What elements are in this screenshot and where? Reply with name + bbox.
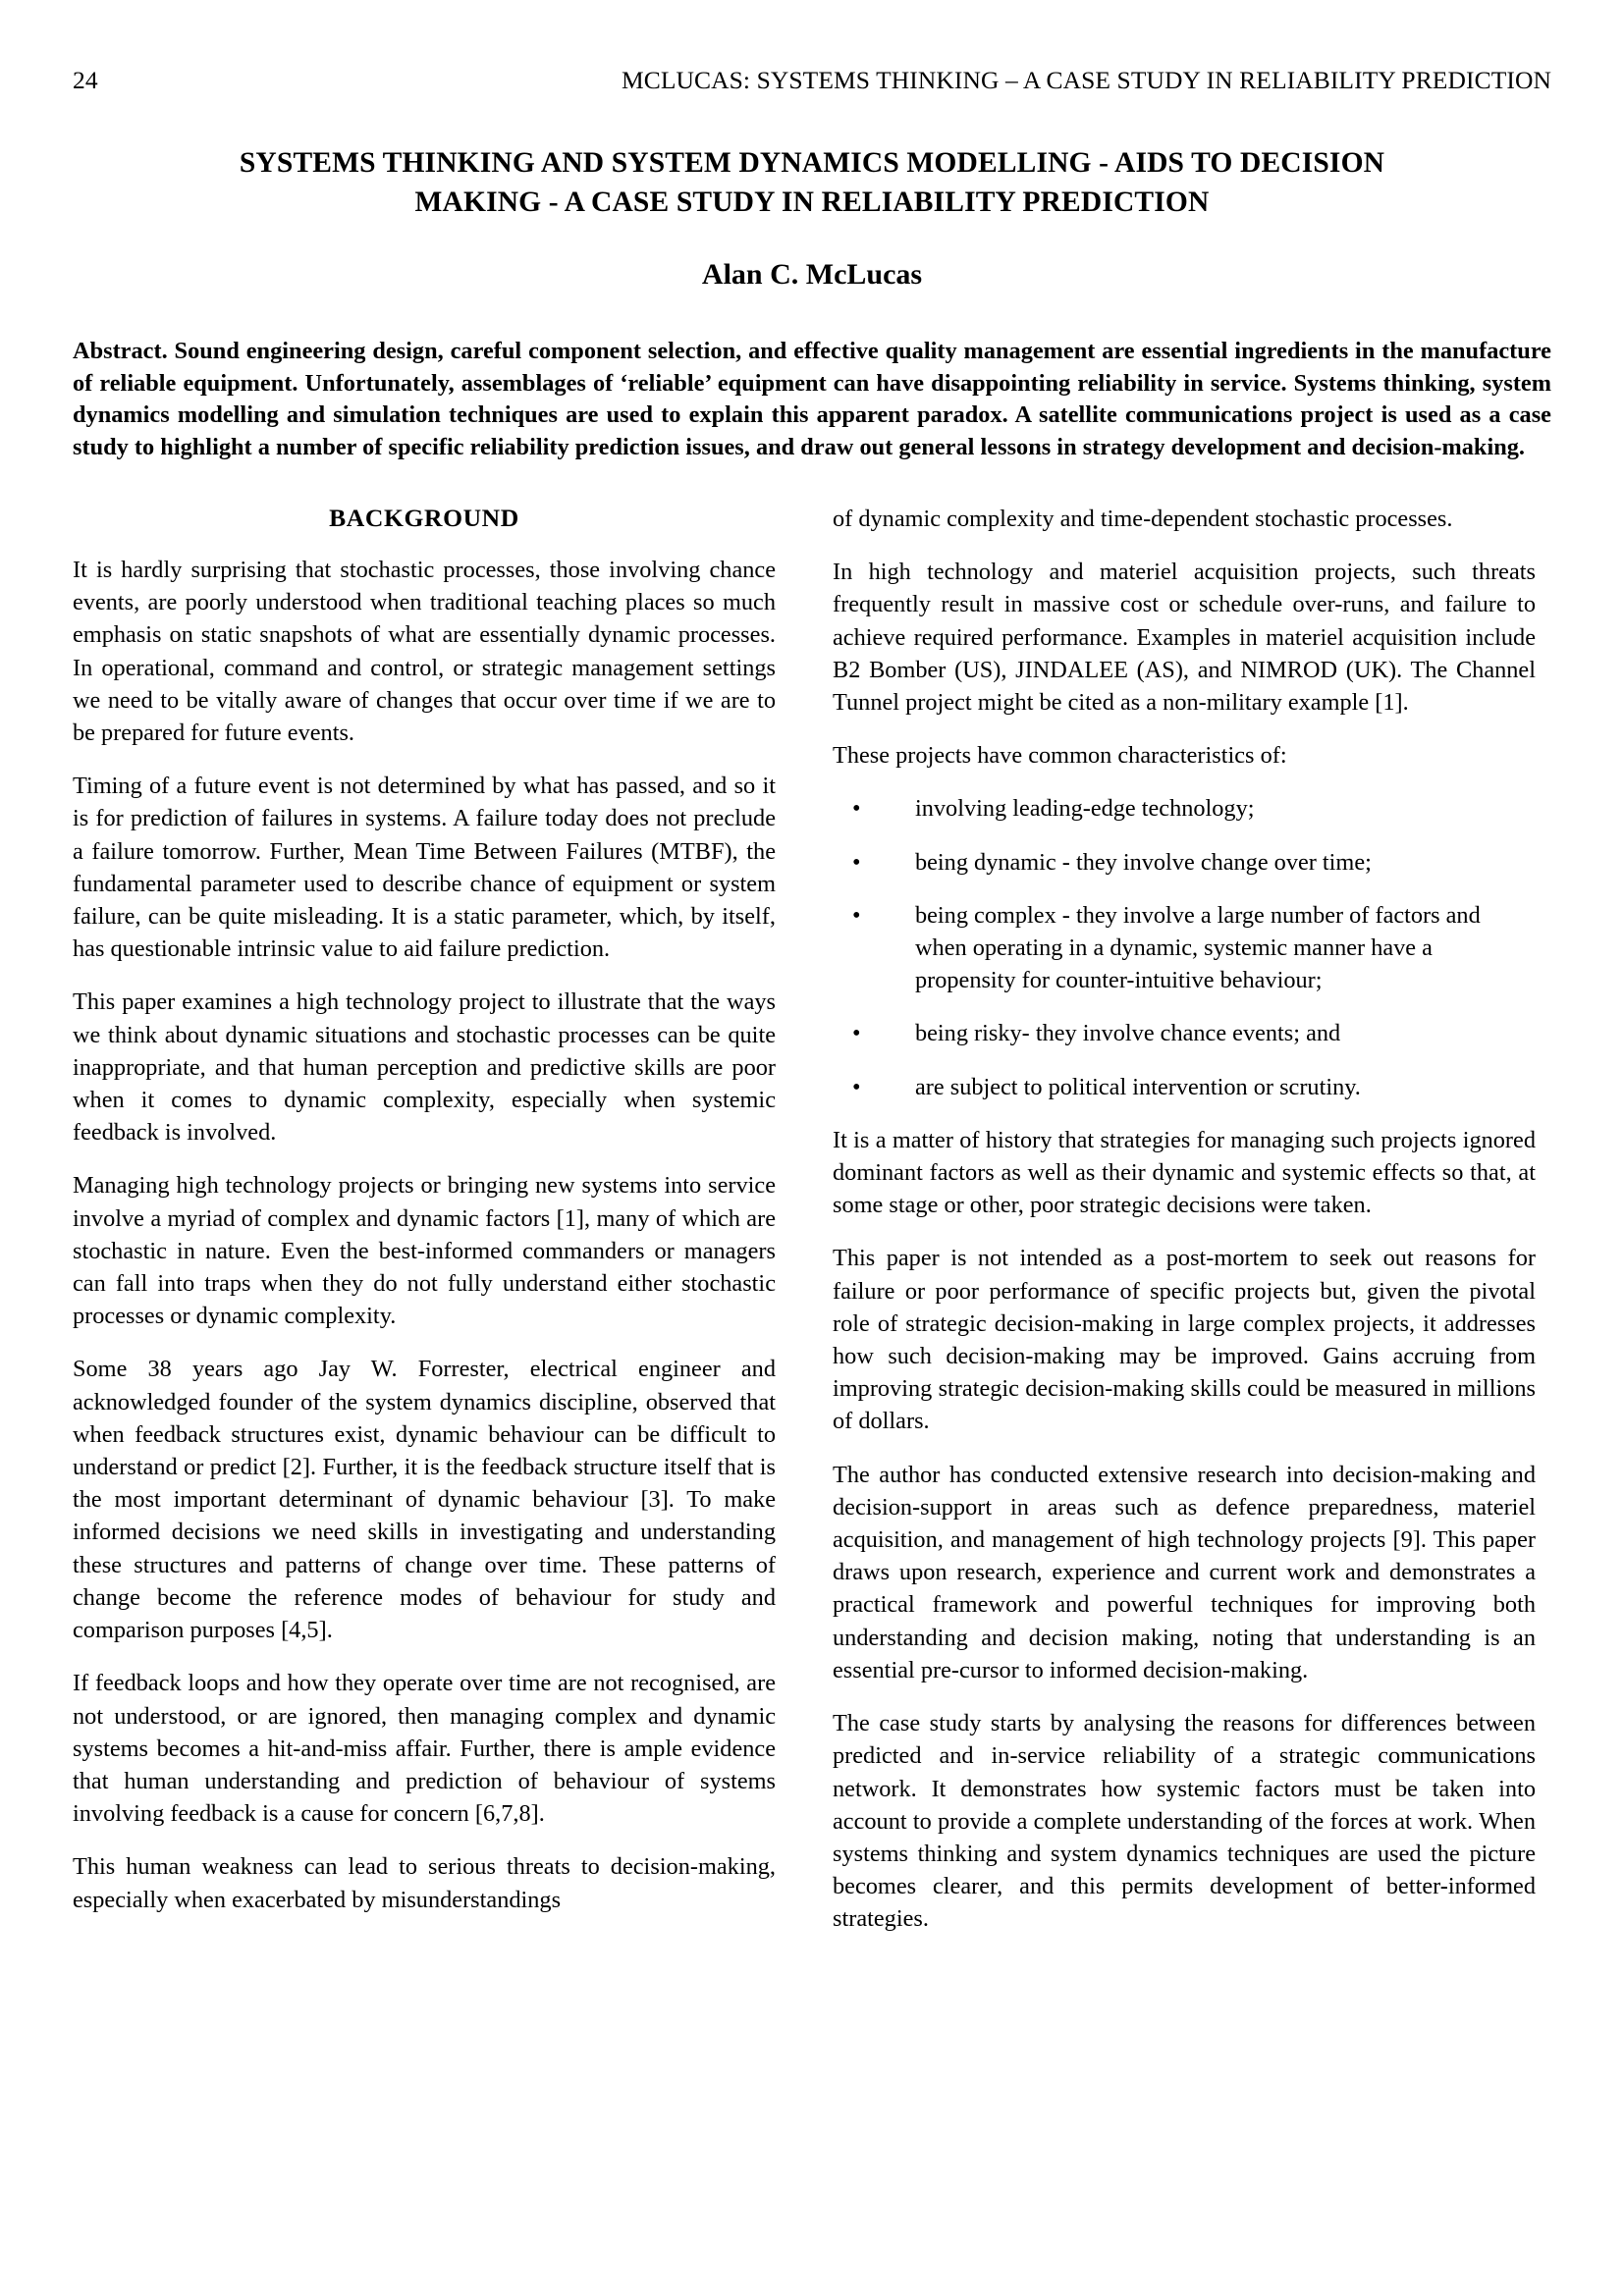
paragraph: of dynamic complexity and time-dependent stochastic processes. <box>833 506 1453 532</box>
page-number: 24 <box>73 66 98 94</box>
bullet-icon: • <box>852 901 861 929</box>
list-item <box>833 846 1536 879</box>
section-heading-background: BACKGROUND <box>329 504 519 532</box>
right-column <box>833 503 1536 1936</box>
paragraph: If feedback loops and how they operate over time are not recognised, are not understood, or are ignored, then managing complex and dynamic systems becomes a hit-and-miss affair. Further, there is ample evidence that human understanding and prediction of behaviour of systems involving feedback is a cause for concern [6,7,8]. <box>73 1670 776 1828</box>
paragraph: It is hardly surprising that stochastic processes, those involving chance events, are poorly understood when traditional teaching places so much emphasis on static snapshots of what are essentially dynamic processes. In operational, command and control, or strategic management settings we need to be vitally aware of changes that occur over time if we are to be prepared for future events. <box>73 557 776 747</box>
list-item <box>833 1017 1536 1049</box>
paragraph: Timing of a future event is not determined by what has passed, and so it is for prediction of failures in systems. A failure today does not preclude a failure tomorrow. Further, Mean Time Between Failures (MTBF), the fundamental parameter used to describe chance of equipment or system failure, can be quite misleading. It is a static parameter, which, by itself, has questionable intrinsic value to aid failure prediction. <box>73 773 776 963</box>
bullet-icon: • <box>852 848 861 876</box>
paragraph: This paper examines a high technology project to illustrate that the ways we think about dynamic situations and stochastic processes can be quite inappropriate, and that human perception and predictive skills are poor when it comes to dynamic complexity, especially when systemic feedback is involved. <box>73 988 776 1147</box>
running-head <box>73 61 1551 106</box>
paragraph: Managing high technology projects or bringing new systems into service involve a myriad of complex and dynamic factors [1], many of which are stochastic in nature. Even the best-informed commanders or managers can fall into traps when they do not fully understand either stochastic processes or dynamic complexity. <box>73 1172 776 1330</box>
bullet-icon: • <box>852 1020 861 1047</box>
list-item-text: being complex - they involve a large number of factors and when operating in a dynamic, systemic manner have a propensity for counter-intuitive behaviour; <box>915 901 1481 994</box>
list-item <box>833 1071 1536 1103</box>
author-name: Alan C. McLucas <box>701 258 923 291</box>
paper-title-line-2: MAKING - A CASE STUDY IN RELIABILITY PREDICTION <box>414 187 1210 218</box>
list-item <box>833 792 1536 825</box>
paragraph: This paper is not intended as a post-mortem to seek out reasons for failure or poor performance of specific projects but, given the pivotal role of strategic decision-making in large complex projects, it addresses how such decision-making may be improved. Gains accruing from improving strategic decision-making skills could be measured in millions of dollars. <box>833 1245 1536 1435</box>
paragraph: This human weakness can lead to serious threats to decision-making, especially when exacerbated by misunderstandings <box>73 1853 776 1913</box>
body-columns <box>73 503 1551 1936</box>
characteristics-list <box>833 792 1536 1102</box>
list-item-text: being dynamic - they involve change over time; <box>915 848 1372 876</box>
paper-title <box>73 143 1551 222</box>
bullet-icon: • <box>852 1073 861 1100</box>
list-item-text: are subject to political intervention or scrutiny. <box>915 1073 1361 1100</box>
paper-title-line-1: SYSTEMS THINKING AND SYSTEM DYNAMICS MODELLING - AIDS TO DECISION <box>239 147 1385 179</box>
paragraph: The author has conducted extensive research into decision-making and decision-support in areas such as defence preparedness, materiel acquisition, and management of high technology projects [9]. This paper draws upon research, experience and current work and demonstrates a practical framework and powerful techniques for improving both understanding and decision making, noting that understanding is an essential pre-cursor to informed decision-making. <box>833 1461 1536 1683</box>
paragraph: In high technology and materiel acquisition projects, such threats frequently result in massive cost or schedule over-runs, and failure to achieve required performance. Examples in materiel acquisition include B2 Bomber (US), JINDALEE (AS), and NIMROD (UK). The Channel Tunnel project might be cited as a non-military example [1]. <box>833 559 1536 717</box>
list-item-text: being risky- they involve chance events; and <box>915 1020 1341 1047</box>
paragraph: It is a matter of history that strategies for managing such projects ignored dominant factors as well as their dynamic and systemic effects so that, at some stage or other, poor strategic decisions were taken. <box>833 1126 1536 1219</box>
list-item <box>833 899 1536 997</box>
abstract: Abstract. Sound engineering design, careful component selection, and effective quality management are essential ingredients in the manufacture of reliable equipment. Unfortunately, assemblages of ‘reliable’ equipment can have disappointing reliability in service. Systems thinking, system dynamics modelling and simulation techniques are used to explain this apparent paradox. A satellite communications project is used as a case study to highlight a number of specific reliability prediction issues, and draw out general lessons in strategy development and decision-making. <box>73 338 1551 460</box>
list-item-text: involving leading-edge technology; <box>915 795 1255 823</box>
bullet-icon: • <box>852 795 861 823</box>
paragraph: Some 38 years ago Jay W. Forrester, electrical engineer and acknowledged founder of the system dynamics discipline, observed that when feedback structures exist, dynamic behaviour can be difficult to understand or predict [2]. Further, it is the feedback structure itself that is the most important determinant of dynamic behaviour [3]. To make informed decisions we need skills in investigating and understanding these structures and patterns of change over time. These patterns of change become the reference modes of behaviour for study and comparison purposes [4,5]. <box>73 1356 776 1644</box>
paragraph: These projects have common characteristics of: <box>833 742 1287 770</box>
left-column <box>73 503 776 1916</box>
running-title: MCLUCAS: SYSTEMS THINKING – A CASE STUDY IN RELIABILITY PREDICTION <box>621 66 1551 94</box>
paragraph: The case study starts by analysing the reasons for differences between predicted and in-service reliability of a strategic communications network. It demonstrates how systemic factors must be taken into account to provide a complete understanding of the forces at work. When systems thinking and system dynamics techniques are used the picture becomes clearer, and this permits development of better-informed strategies. <box>833 1710 1536 1933</box>
